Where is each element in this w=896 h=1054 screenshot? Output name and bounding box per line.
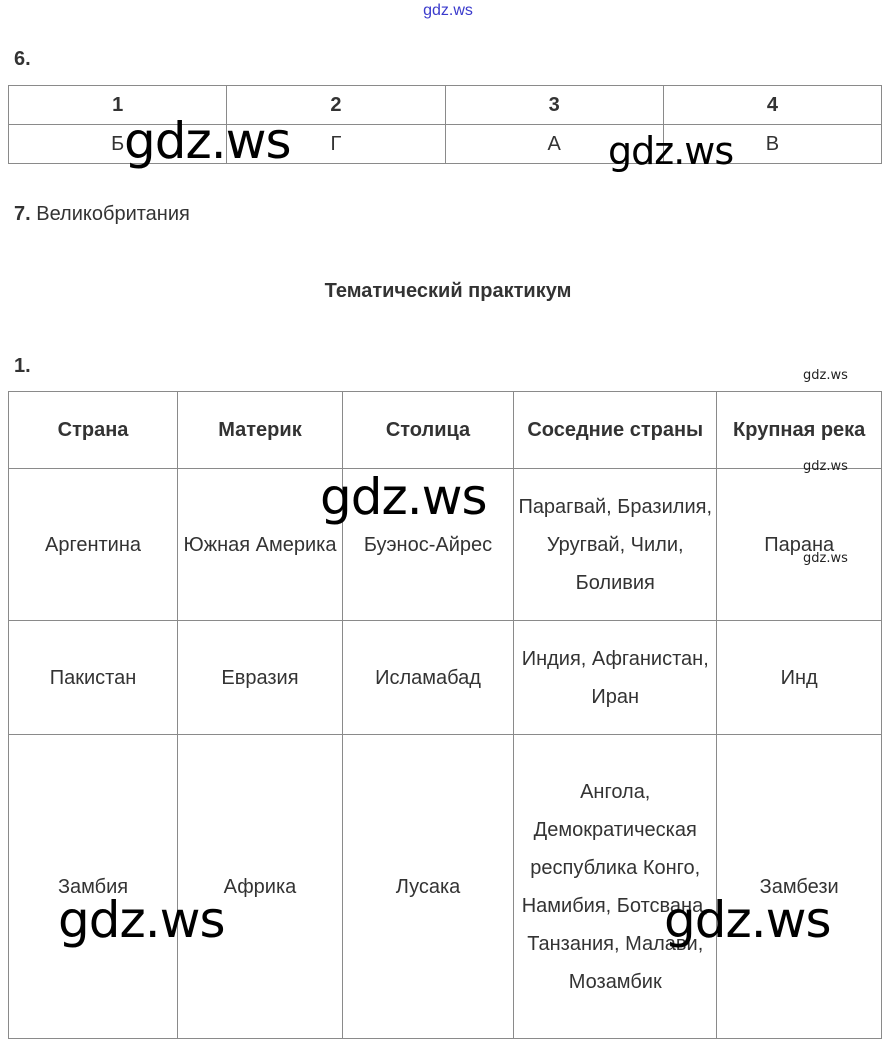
cell-neighbors: Индия, Афганистан, Иран [514,621,717,735]
watermark: gdz.ws [664,891,831,949]
cell-neighbors: Ангола, Демократическая республика Конго, Намибия, Ботсвана, Танзания, Малави, Мозамбик [514,735,717,1039]
cell-continent: Евразия [178,621,343,735]
table-header-cell: 4 [663,86,881,125]
task-7-answer: Великобритания [36,203,190,225]
table-header-row [9,392,882,469]
section-heading: Тематический практикум [324,280,572,302]
cell-capital: Исламабад [342,621,513,735]
cell-neighbors: Парагвай, Бразилия, Уругвай, Чили, Боливия [514,469,717,621]
cell-capital: Буэнос-Айрес [342,469,513,621]
watermark: gdz.ws [124,112,291,170]
watermark: gdz.ws [803,551,848,566]
cell-country: Пакистан [9,621,178,735]
watermark: gdz.ws [803,459,848,474]
column-header-continent: Материк [178,392,343,469]
task-7 [14,203,190,226]
column-header-capital: Столица [342,392,513,469]
table-header-cell: 3 [445,86,663,125]
table-header-cell: 1 [9,86,227,125]
table-cell: Г [227,125,445,164]
table-row [9,621,882,735]
cell-continent: Африка [178,735,343,1039]
table-cell: А [445,125,663,164]
table-header-cell: 2 [227,86,445,125]
column-header-country: Страна [9,392,178,469]
cell-river: Инд [717,621,882,735]
column-header-river: Крупная река [717,392,882,469]
cell-continent: Южная Америка [178,469,343,621]
cell-capital: Лусака [342,735,513,1039]
watermark: gdz.ws [608,129,734,173]
column-header-neighbors: Соседние страны [514,392,717,469]
watermark: gdz.ws [320,468,487,526]
table-cell: Б [9,125,227,164]
watermark: gdz.ws [803,368,848,383]
site-link[interactable]: gdz.ws [423,2,473,19]
task-7-number: 7. [14,203,31,225]
cell-country: Аргентина [9,469,178,621]
task-6-number: 6. [14,48,31,70]
cell-river: Замбези [717,735,882,1039]
cell-country: Замбия [9,735,178,1039]
table-cell: В [663,125,881,164]
table-row [9,735,882,1039]
cell-river: Парана [717,469,882,621]
task-1-number: 1. [14,355,31,377]
watermark: gdz.ws [58,891,225,949]
